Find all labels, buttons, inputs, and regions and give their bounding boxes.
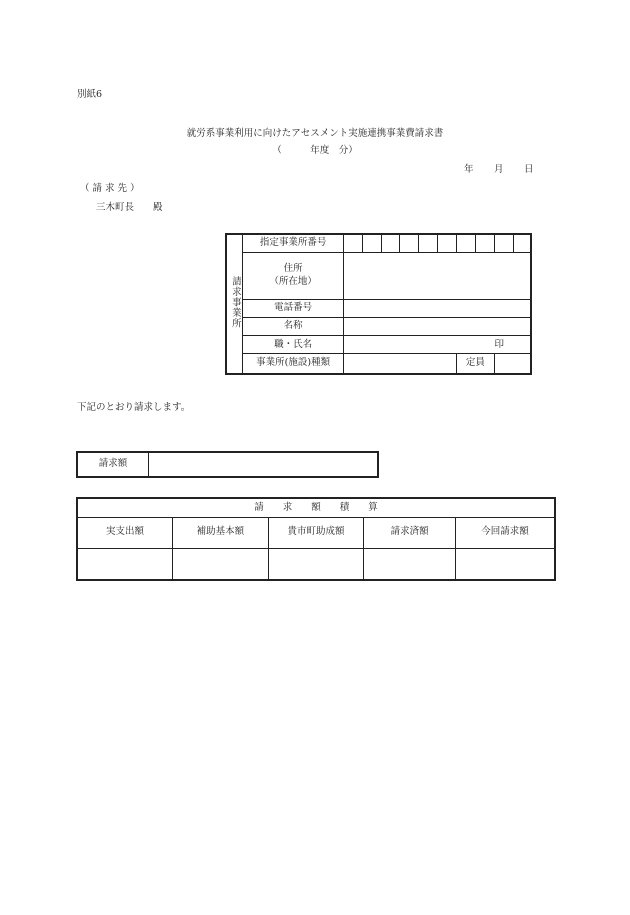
office-number-digit[interactable] — [475, 234, 494, 252]
position-name-field[interactable] — [343, 336, 531, 354]
name-field[interactable] — [343, 318, 531, 336]
position-name-label: 職・氏名 — [243, 336, 343, 354]
calculation-header: 請 求 額 積 算 — [77, 498, 555, 517]
claim-amount-table — [76, 451, 379, 478]
seal-mark: 印 — [494, 338, 504, 350]
row-facility-type — [226, 354, 531, 374]
current-claim-field[interactable] — [455, 548, 555, 580]
address-field[interactable] — [343, 252, 531, 299]
facility-type-label: 事業所(施設)種類 — [243, 354, 343, 374]
office-number-label: 指定事業所番号 — [243, 234, 343, 252]
address-label — [243, 252, 343, 299]
address-label-line1: 住所 — [283, 263, 303, 275]
row-name — [226, 318, 531, 336]
recipient-heading: （ 請 求 先 ） — [80, 183, 140, 194]
phone-label: 電話番号 — [243, 299, 343, 317]
col-subsidy-base: 補助基本額 — [173, 517, 269, 548]
office-number-digit[interactable] — [494, 234, 513, 252]
actual-expenditure-field[interactable] — [77, 548, 173, 580]
municipal-grant-field[interactable] — [268, 548, 364, 580]
office-number-digit[interactable] — [419, 234, 438, 252]
col-actual-expenditure: 実支出額 — [77, 517, 173, 548]
capacity-label: 定員 — [456, 354, 494, 374]
document-title: 就労系事業利用に向けたアセスメント実施連携事業費請求書 — [186, 128, 444, 139]
recipient-name: 三木町長 殿 — [96, 202, 163, 213]
calculation-table — [76, 497, 556, 581]
name-label: 名称 — [243, 318, 343, 336]
office-number-digit[interactable] — [362, 234, 381, 252]
address-label-line2: （所在地） — [269, 275, 317, 287]
office-number-digit[interactable] — [513, 234, 531, 252]
date-day: 日 — [524, 164, 534, 175]
office-number-digit[interactable] — [381, 234, 400, 252]
col-municipal-grant: 貴市町助成額 — [268, 517, 364, 548]
col-current-claim: 今回請求額 — [455, 517, 555, 548]
col-already-claimed: 請求済額 — [364, 517, 456, 548]
claimant-info-table — [225, 233, 532, 375]
attachment-label: 別紙6 — [77, 89, 103, 100]
office-number-digit[interactable] — [400, 234, 419, 252]
capacity-field[interactable] — [494, 354, 531, 374]
row-address — [226, 252, 531, 299]
row-phone — [226, 299, 531, 317]
already-claimed-field[interactable] — [364, 548, 456, 580]
claim-amount-field[interactable] — [149, 452, 379, 477]
claimant-side-label: 請求事業所 — [226, 234, 243, 374]
request-statement: 下記のとおり請求します。 — [77, 402, 191, 413]
claim-amount-label: 請求額 — [77, 452, 149, 477]
subsidy-base-field[interactable] — [173, 548, 269, 580]
office-number-digit[interactable] — [343, 234, 362, 252]
row-position-name — [226, 336, 531, 354]
date-year: 年 — [464, 164, 474, 175]
office-number-digit[interactable] — [456, 234, 475, 252]
phone-field[interactable] — [343, 299, 531, 317]
facility-type-field[interactable] — [343, 354, 456, 374]
row-office-number — [226, 234, 531, 252]
fiscal-year-line: （ 年度 分） — [272, 145, 358, 156]
office-number-digit[interactable] — [438, 234, 457, 252]
date-month: 月 — [494, 164, 504, 175]
